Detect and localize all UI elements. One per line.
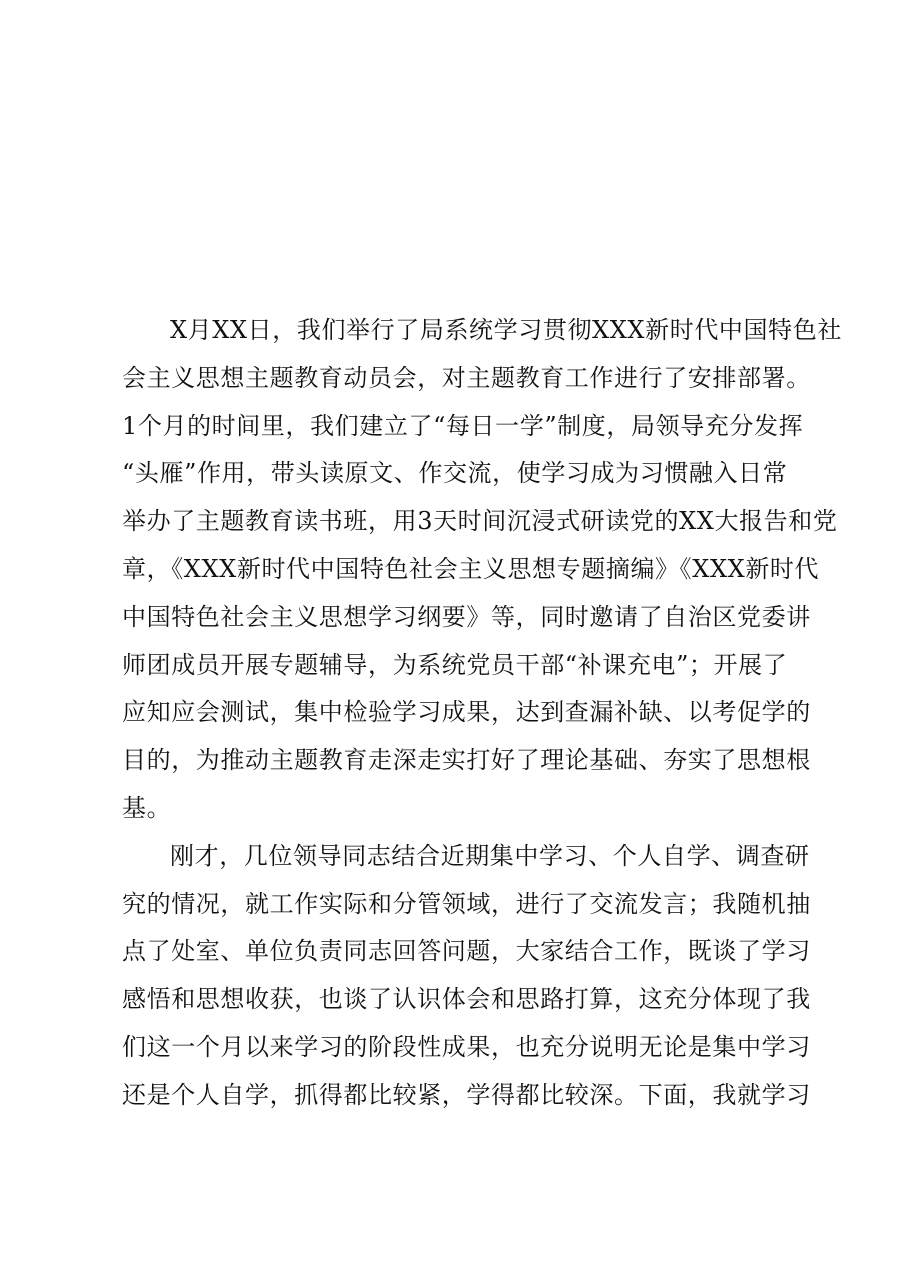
paragraph-line: 感悟和思想收获，也谈了认识体会和思路打算，这充分体现了我 bbox=[122, 985, 811, 1014]
body-text bbox=[122, 307, 842, 1120]
paragraph-line: X月XX日，我们举行了局系统学习贯彻XXX新时代中国特色社 bbox=[170, 316, 842, 344]
paragraph-line: 们这一个月以来学习的阶段性成果，也充分说明无论是集中学习 bbox=[122, 1032, 811, 1061]
paragraph-line: 师团成员开展专题辅导，为系统党员干部“补课充电”；开展了 bbox=[122, 650, 788, 679]
paragraph-line: 还是个人自学，抓得都比较紧，学得都比较深。下面，我就学习 bbox=[122, 1080, 811, 1109]
paragraph-line: 究的情况，就工作实际和分管领域，进行了交流发言；我随机抽 bbox=[122, 889, 811, 918]
paragraph-line: 应知应会测试，集中检验学习成果，达到查漏补缺、以考促学的 bbox=[122, 698, 811, 727]
paragraph-line: 会主义思想主题教育动员会，对主题教育工作进行了安排部署。 bbox=[122, 363, 811, 392]
paragraph-line: 基。 bbox=[122, 793, 172, 822]
paragraph-line: 点了处室、单位负责同志回答问题，大家结合工作，既谈了学习 bbox=[122, 937, 811, 966]
paragraph-line: 章，《XXX新时代中国特色社会主义思想专题摘编》《XXX新时代 bbox=[122, 554, 820, 583]
paragraph-line: 目的，为推动主题教育走深走实打好了理论基础、夯实了思想根 bbox=[122, 746, 811, 775]
paragraph-line: 中国特色社会主义思想学习纲要》等，同时邀请了自治区党委讲 bbox=[122, 602, 811, 631]
paragraph-line: 举办了主题教育读书班，用3天时间沉浸式研读党的XX大报告和党 bbox=[122, 507, 838, 536]
paragraph-line: “头雁”作用，带头读原文、作交流，使学习成为习惯融入日常 bbox=[122, 459, 788, 488]
paragraph-line: 刚才，几位领导同志结合近期集中学习、个人自学、调查研 bbox=[170, 841, 810, 870]
paragraph-line: 1个月的时间里，我们建立了“每日一学”制度，局领导充分发挥 bbox=[122, 411, 804, 440]
